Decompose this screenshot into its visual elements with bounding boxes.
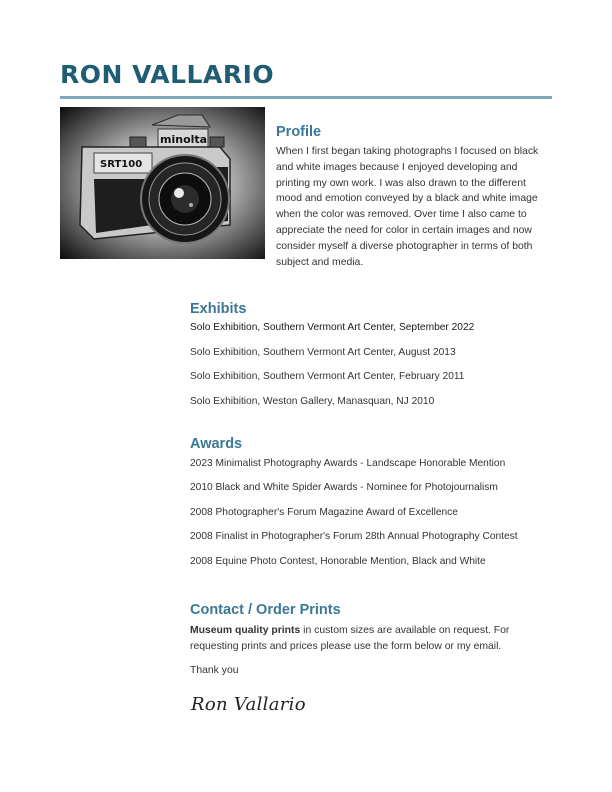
exhibit-item: Solo Exhibition, Southern Vermont Art Center, August 2013 bbox=[190, 347, 456, 358]
camera-illustration bbox=[60, 107, 265, 259]
camera-model-text: SRT100 bbox=[100, 159, 143, 170]
contact-bold-lead: Museum quality prints bbox=[190, 625, 301, 636]
exhibit-item: Solo Exhibition, Southern Vermont Art Center, February 2011 bbox=[190, 371, 465, 382]
camera-brand-text: minolta bbox=[160, 133, 208, 146]
profile-text: When I first began taking photographs I focused on black and white images because I enjoyed developing and printing my own work. I was also drawn to the different mood and emotion conveyed by a black and white image when the color was removed. Over time I also came to appreciate the need for color in certain images and now consider myself a diverse photographer in terms of both subject and media. bbox=[276, 146, 539, 268]
contact-heading: Contact / Order Prints bbox=[190, 602, 341, 618]
contact-text bbox=[190, 623, 535, 655]
thank-you-text: Thank you bbox=[190, 665, 239, 676]
award-item: 2008 Equine Photo Contest, Honorable Mention, Black and White bbox=[190, 556, 486, 567]
photographer-name: RON VALLARIO bbox=[60, 60, 275, 89]
profile-heading: Profile bbox=[276, 124, 322, 140]
contact-body: in custom sizes are available on request. For requesting prints and prices please use the form below or my email. bbox=[190, 625, 510, 652]
header-divider bbox=[60, 96, 552, 99]
award-item: 2008 Photographer's Forum Magazine Award of Excellence bbox=[190, 507, 458, 518]
exhibit-item: Solo Exhibition, Weston Gallery, Manasquan, NJ 2010 bbox=[190, 396, 435, 407]
signature: Ron Vallario bbox=[191, 694, 306, 715]
camera-photo bbox=[60, 107, 265, 259]
exhibit-item: Solo Exhibition, Southern Vermont Art Center, September 2022 bbox=[190, 322, 475, 333]
awards-heading: Awards bbox=[190, 436, 243, 452]
exhibits-heading: Exhibits bbox=[190, 301, 247, 317]
award-item: 2008 Finalist in Photographer's Forum 28th Annual Photography Contest bbox=[190, 531, 518, 542]
award-item: 2023 Minimalist Photography Awards - Landscape Honorable Mention bbox=[190, 458, 506, 469]
award-item: 2010 Black and White Spider Awards - Nominee for Photojournalism bbox=[190, 482, 498, 493]
